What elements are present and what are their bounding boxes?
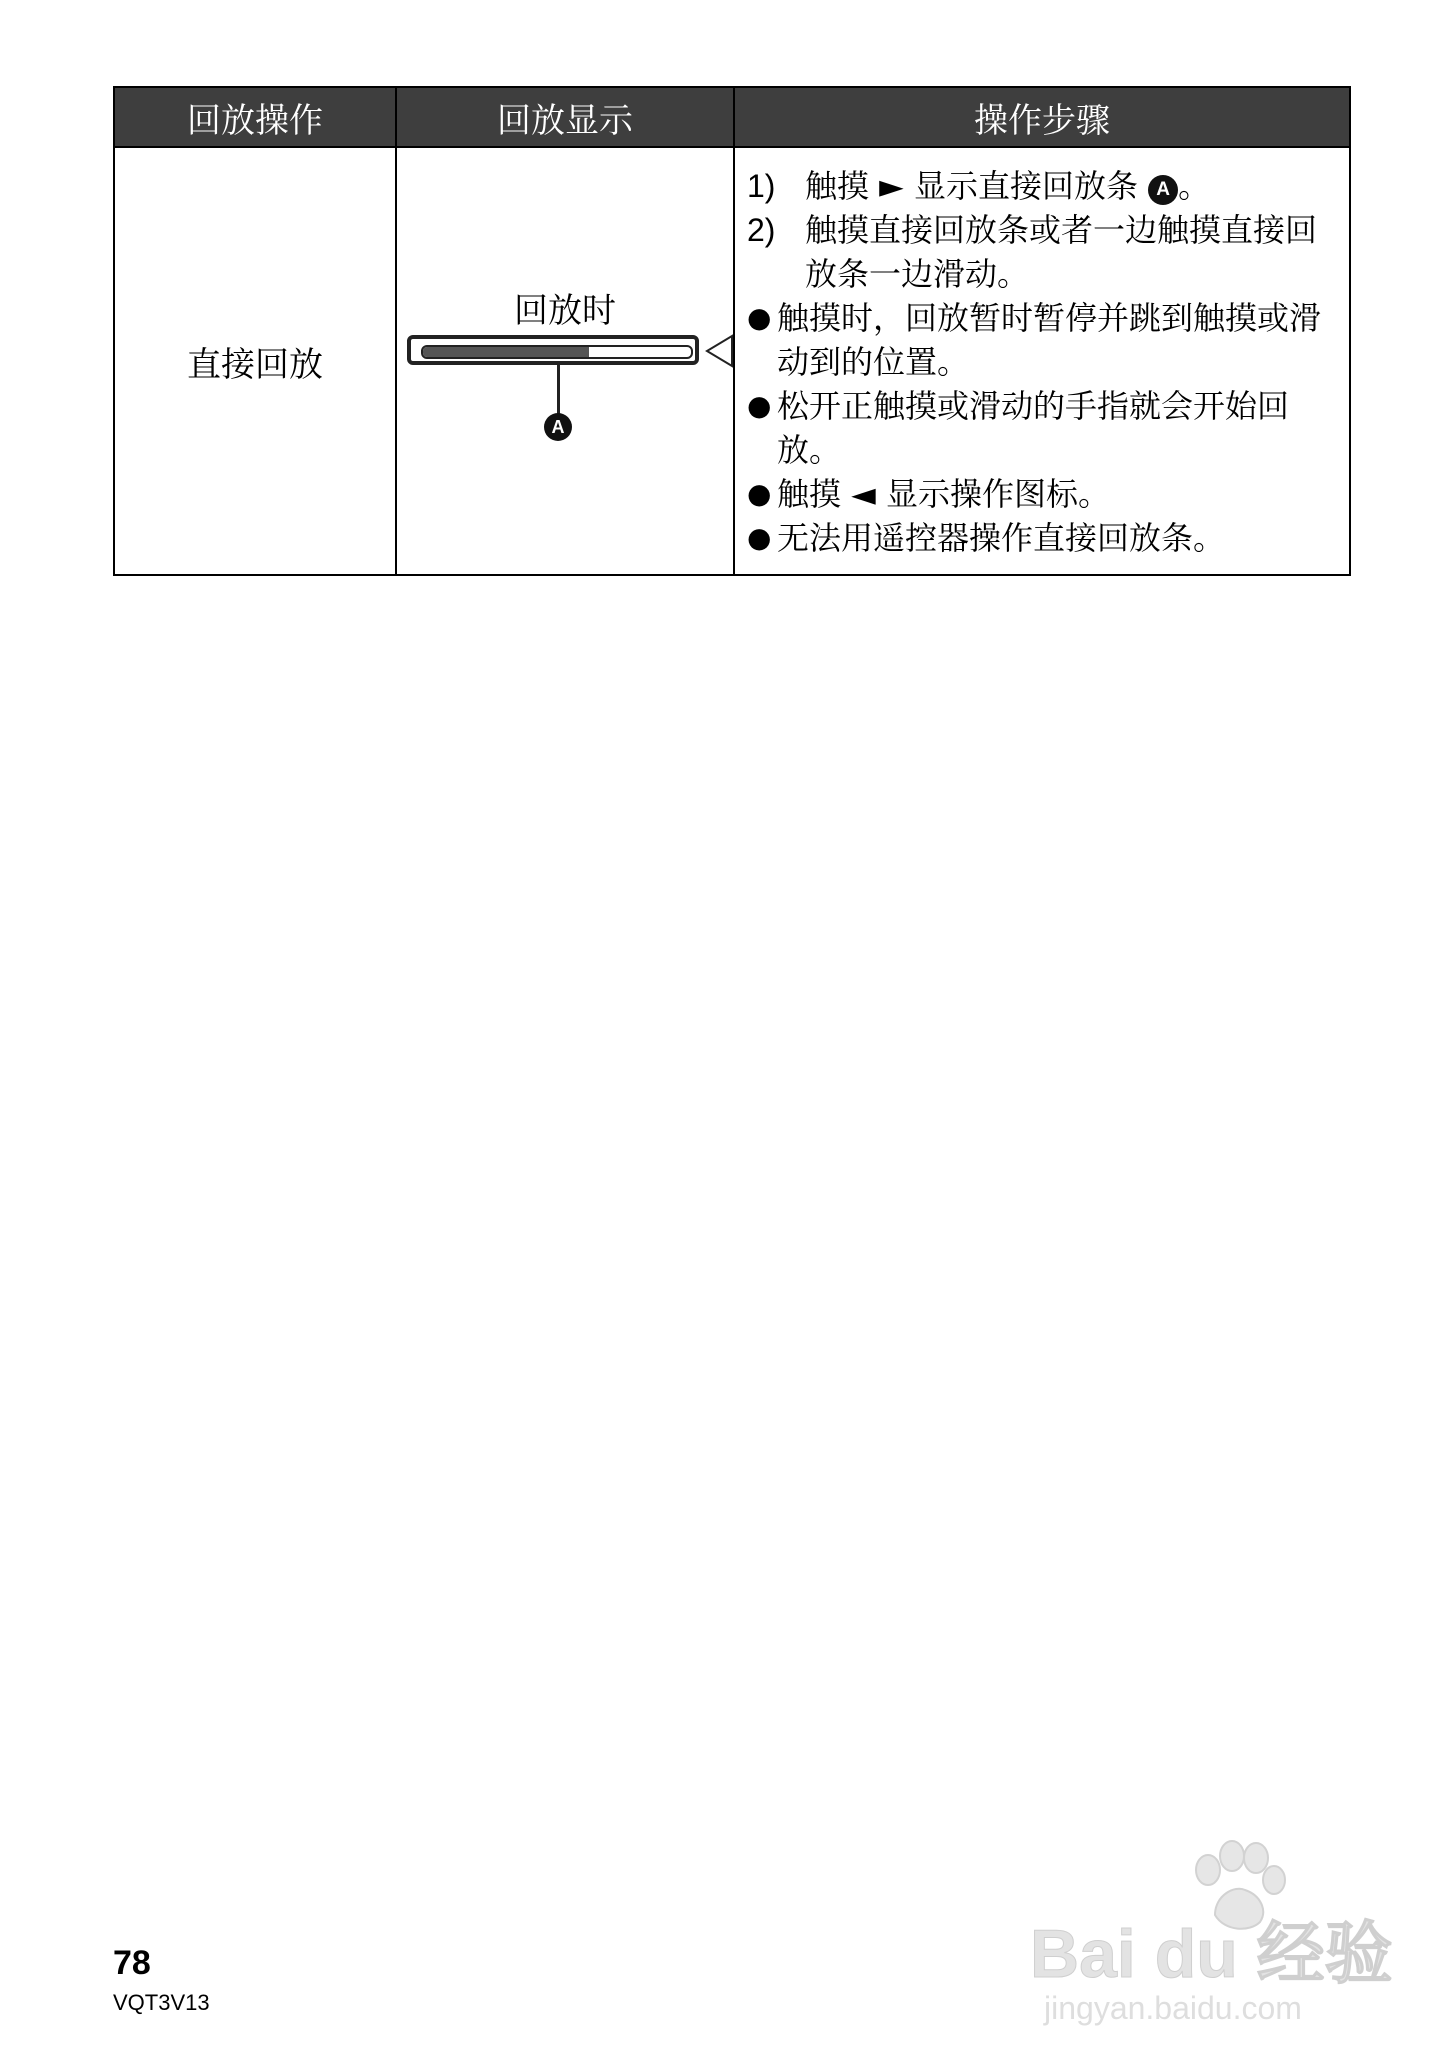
- header-operation: 回放操作: [114, 87, 396, 147]
- back-triangle-icon: [704, 334, 734, 368]
- circle-letter-a-icon: A: [544, 413, 572, 441]
- bullet-dot-icon: ●: [747, 521, 772, 554]
- note-text: 触摸 ◄ 显示操作图标。: [777, 475, 1110, 513]
- direct-playback-bar: [407, 335, 699, 365]
- page-number: 78: [113, 1944, 151, 1982]
- playback-progress-track: [421, 345, 693, 359]
- step-text: 触摸直接回放条或者一边触摸直接回放条一边滑动。: [805, 211, 1318, 293]
- step-number: 2): [747, 212, 776, 248]
- header-steps: 操作步骤: [734, 87, 1350, 147]
- note-text: 无法用遥控器操作直接回放条。: [777, 519, 1226, 557]
- watermark-url: jingyan.baidu.com: [1044, 1990, 1302, 2026]
- table-row: [114, 147, 1350, 575]
- playback-progress-fill: [423, 347, 589, 357]
- note-item: [747, 472, 1341, 516]
- table-header-row: [114, 87, 1350, 147]
- playback-operation-table: [113, 86, 1351, 576]
- note-text: 触摸时，回放暂时暂停并跳到触摸或滑动到的位置。: [777, 299, 1322, 381]
- bullet-dot-icon: ●: [747, 389, 772, 422]
- step-text-end: 。: [1178, 167, 1211, 205]
- note-text: 松开正触摸或滑动的手指就会开始回放。: [777, 387, 1290, 469]
- header-display: 回放显示: [396, 87, 734, 147]
- marker-pointer-line: [557, 365, 560, 415]
- step-2: [747, 208, 1341, 296]
- step-text-main: 触摸 ► 显示直接回放条: [805, 167, 1138, 205]
- step-number: 1): [747, 168, 776, 204]
- bullet-dot-icon: ●: [747, 301, 772, 334]
- note-item: [747, 384, 1341, 472]
- watermark: [1030, 1840, 1393, 2040]
- operation-cell: 直接回放: [114, 147, 396, 575]
- display-cell: [396, 147, 734, 575]
- steps-cell: [734, 147, 1350, 575]
- watermark-brand: Bai du 经验: [1030, 1916, 1393, 1992]
- step-1: [747, 164, 1341, 208]
- display-label: 回放时: [514, 291, 616, 331]
- document-code: VQT3V13: [113, 1990, 210, 2015]
- note-item: [747, 516, 1341, 560]
- step-text: [805, 164, 1210, 208]
- note-item: [747, 296, 1341, 384]
- bullet-dot-icon: ●: [747, 477, 772, 510]
- circle-letter-a-icon: A: [1148, 175, 1178, 205]
